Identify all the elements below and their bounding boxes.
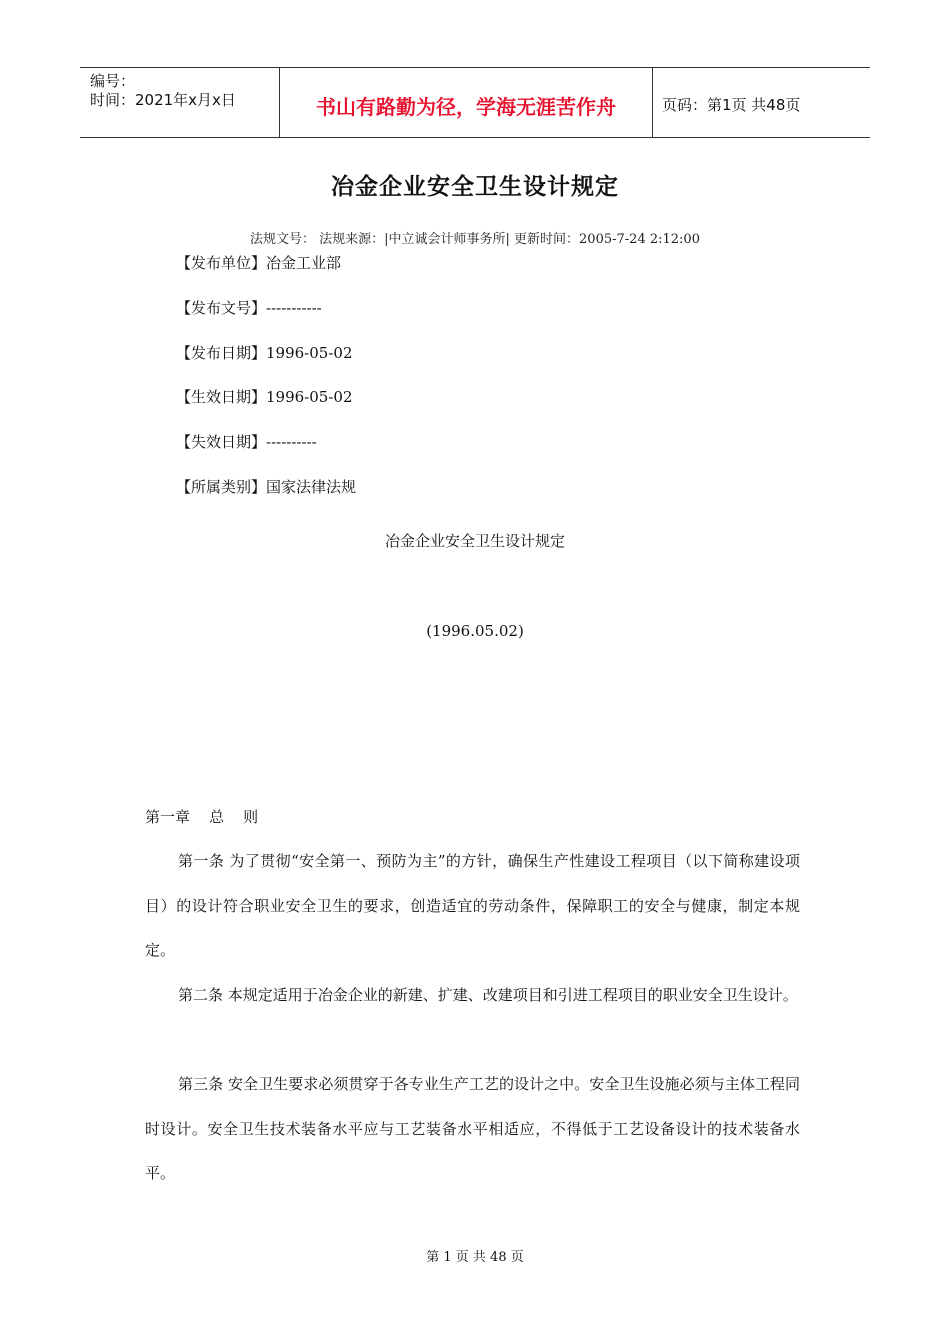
document-subtitle: 冶金企业安全卫生设计规定 (384, 532, 565, 550)
article-2: 第二条 本规定适用于冶金企业的新建、扩建、改建项目和引进工程项目的职业安全卫生设计。 (178, 986, 798, 1004)
header-info-cell (80, 68, 280, 137)
field-doc-number: 【发布文号】----------- (176, 299, 322, 317)
document-title: 冶金企业安全卫生设计规定 (331, 173, 619, 200)
chapter-heading: 第一章 总 则 (145, 808, 259, 826)
field-expiry-date: 【失效日期】---------- (176, 433, 317, 451)
page-footer: 第 1 页 共 48 页 (426, 1250, 524, 1265)
article-1: 第一条 为了贯彻“安全第一、预防为主”的方针，确保生产性建设工程项目（以下简称建设项目）的设计符合职业安全卫生的要求，创造适宜的劳动条件，保障职工的安全与健康，制定本规定。 (145, 852, 800, 960)
field-issue-date: 【发布日期】1996-05-02 (176, 344, 353, 362)
article-3: 第三条 安全卫生要求必须贯穿于各专业生产工艺的设计之中。安全卫生设施必须与主体工程同时设计。安全卫生技术装备水平应与工艺装备水平相适应，不得低于工艺设备设计的技术装备水平。 (145, 1075, 800, 1183)
field-issuer: 【发布单位】冶金工业部 (176, 254, 342, 272)
time-label: 时间：2021年x月x日 (90, 91, 236, 109)
header-motto: 书山有路勤为径，学海无涯苦作舟 (280, 68, 653, 137)
page-header (80, 67, 870, 138)
field-category: 【所属类别】国家法律法规 (176, 478, 357, 496)
number-label: 编号： (90, 72, 136, 90)
document-meta: 法规文号： 法规来源：|中立诚会计师事务所| 更新时间：2005-7-24 2:12:00 (250, 232, 700, 247)
document-date: (1996.05.02) (426, 622, 524, 640)
header-page-info: 页码：第1页 共48页 (662, 96, 801, 114)
field-effective-date: 【生效日期】1996-05-02 (176, 388, 353, 406)
